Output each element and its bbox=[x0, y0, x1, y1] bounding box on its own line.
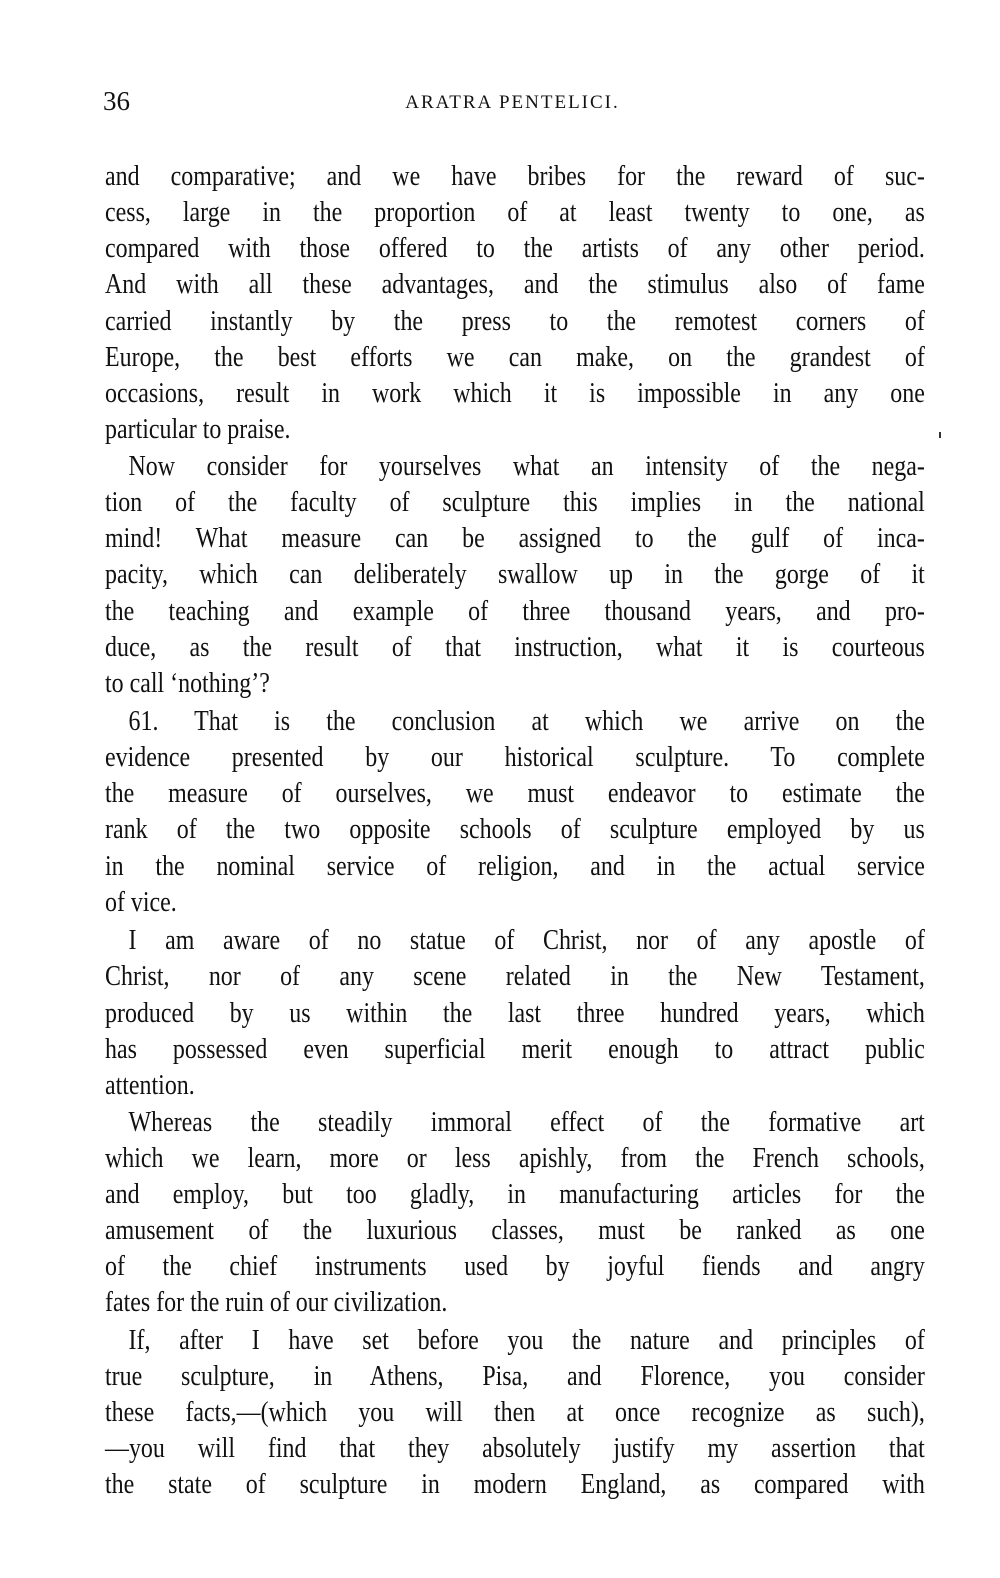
text-line: the teaching and example of three thousand years, and pro- bbox=[105, 596, 925, 627]
text-line: in the nominal service of religion, and in the actual service bbox=[105, 851, 925, 882]
text-line: And with all these advantages, and the stimulus also of fame bbox=[105, 269, 925, 300]
text-line: the measure of ourselves, we must endeavor to estimate the bbox=[105, 778, 925, 809]
text-line: mind! What measure can be assigned to the gulf of inca- bbox=[105, 523, 925, 554]
running-title: ARATRA PENTELICI. bbox=[405, 92, 620, 113]
text-line: pacity, which can deliberately swallow up in the gorge of it bbox=[105, 559, 925, 590]
text-line: compared with those offered to the artists of any other period. bbox=[105, 233, 925, 264]
text-line: —you will find that they absolutely justify my assertion that bbox=[105, 1433, 925, 1464]
page-number: 36 bbox=[103, 86, 130, 116]
text-line: produced by us within the last three hundred years, which bbox=[105, 998, 925, 1029]
text-line: Whereas the steadily immoral effect of the formative art bbox=[128, 1107, 925, 1138]
text-line: attention. bbox=[105, 1070, 195, 1101]
text-line: and comparative; and we have bribes for the reward of suc- bbox=[105, 161, 925, 192]
text-line: Now consider for yourselves what an intensity of the nega- bbox=[128, 451, 925, 482]
text-line: true sculpture, in Athens, Pisa, and Florence, you consider bbox=[105, 1361, 925, 1392]
text-line: these facts,—(which you will then at once recognize as such), bbox=[105, 1397, 925, 1428]
text-line: particular to praise. bbox=[105, 414, 291, 445]
text-line: Christ, nor of any scene related in the New Testament, bbox=[105, 961, 925, 992]
text-line: of the chief instruments used by joyful fiends and angry bbox=[105, 1251, 925, 1282]
text-line: has possessed even superficial merit enough to attract public bbox=[105, 1034, 925, 1065]
text-line: Europe, the best efforts we can make, on the grandest of bbox=[105, 342, 925, 373]
text-line: cess, large in the proportion of at least twenty to one, as bbox=[105, 197, 925, 228]
text-line: evidence presented by our historical sculpture. To complete bbox=[105, 742, 925, 773]
text-line: duce, as the result of that instruction, what it is courteous bbox=[105, 632, 925, 663]
text-line: rank of the two opposite schools of sculpture employed by us bbox=[105, 814, 925, 845]
text-line: and employ, but too gladly, in manufacturing articles for the bbox=[105, 1179, 925, 1210]
scan-speck bbox=[939, 432, 941, 438]
text-line: of vice. bbox=[105, 887, 177, 918]
section-number-line: 61. That is the conclusion at which we arrive on the bbox=[128, 706, 925, 737]
text-line: which we learn, more or less apishly, from the French schools, bbox=[105, 1143, 925, 1174]
text-line: carried instantly by the press to the remotest corners of bbox=[105, 306, 925, 337]
text-line: amusement of the luxurious classes, must be ranked as one bbox=[105, 1215, 925, 1246]
text-line: to call ‘nothing’? bbox=[105, 668, 270, 699]
text-line: I am aware of no statue of Christ, nor of any apostle of bbox=[128, 925, 925, 956]
text-line: occasions, result in work which it is impossible in any one bbox=[105, 378, 925, 409]
text-line: fates for the ruin of our civilization. bbox=[105, 1287, 448, 1318]
text-line: tion of the faculty of sculpture this implies in the national bbox=[105, 487, 925, 518]
text-line: the state of sculpture in modern England, as compared with bbox=[105, 1469, 925, 1500]
text-line: If, after I have set before you the nature and principles of bbox=[128, 1325, 925, 1356]
